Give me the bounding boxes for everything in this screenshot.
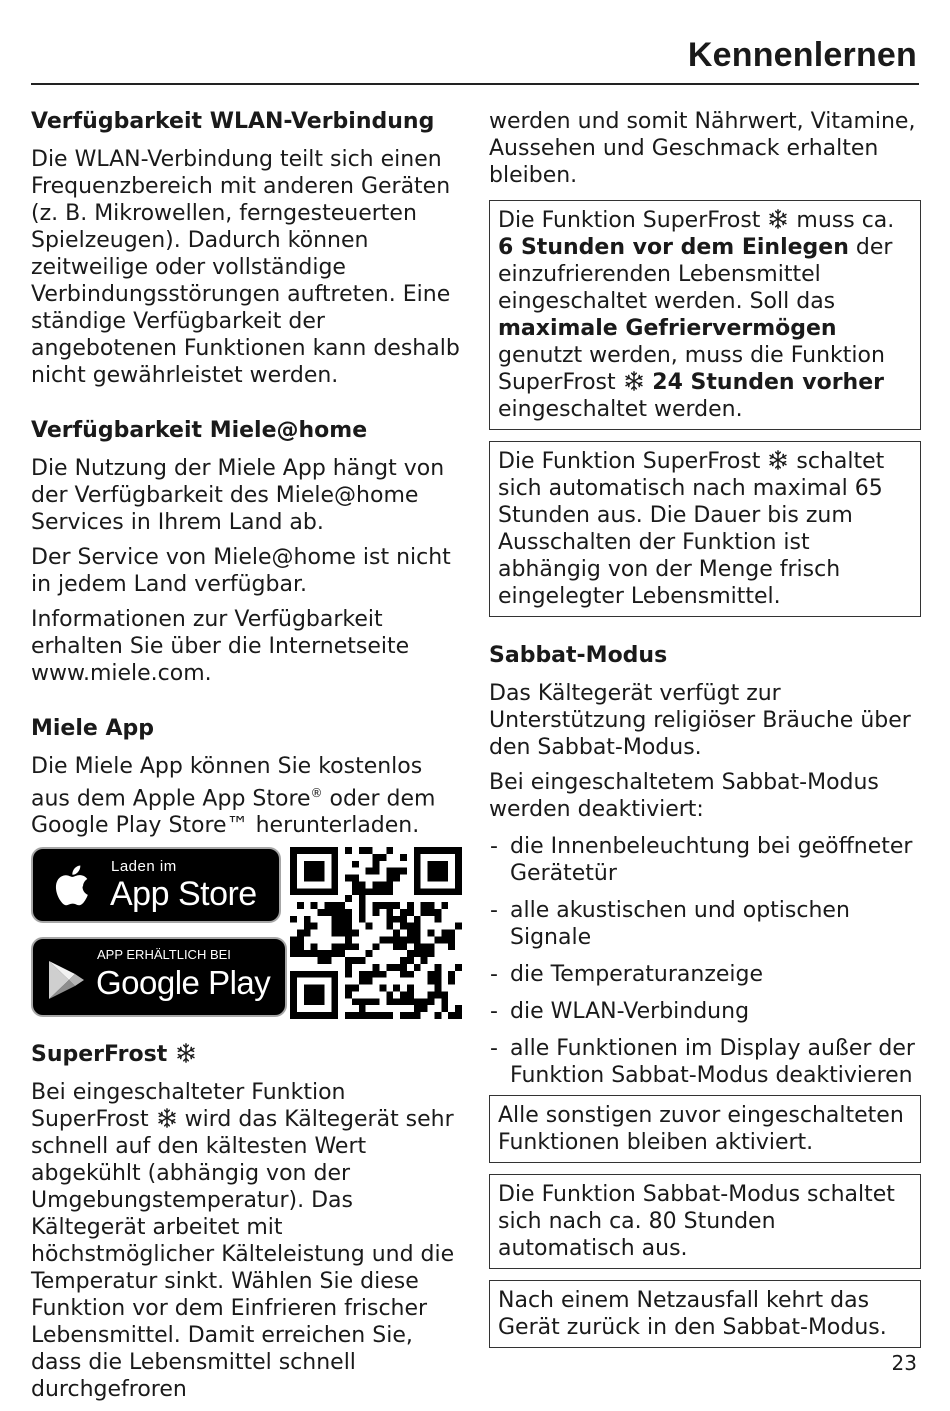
snowflake-icon bbox=[175, 1042, 197, 1064]
right-column bbox=[489, 108, 921, 1359]
heading-sabbat: Sabbat-Modus bbox=[489, 643, 668, 668]
app-store-small-label: Laden im bbox=[111, 858, 177, 876]
note-box-sabbat-power-failure: Nach einem Netzausfall kehrt das Gerät zurück in den Sabbat-Modus. bbox=[489, 1280, 921, 1348]
list-item: - alle akustischen und optischen Signale bbox=[490, 898, 850, 950]
home-paragraph-3: Informationen zur Verfügbarkeit erhalten Sie über die Internetseite www.miele.com. bbox=[31, 607, 410, 686]
list-item: - die Temperaturanzeige bbox=[490, 962, 764, 987]
google-play-badge[interactable] bbox=[31, 937, 287, 1017]
home-paragraph-2: Der Service von Miele@home ist nicht in jedem Land verfügbar. bbox=[31, 545, 451, 597]
left-column bbox=[31, 108, 463, 1411]
page-number: 23 bbox=[891, 1351, 917, 1375]
home-paragraph-1: Die Nutzung der Miele App hängt von der Verfügbarkeit des Miele@home Services in Ihrem Land ab. bbox=[31, 456, 445, 535]
app-store-big-label: App Store bbox=[110, 875, 257, 914]
note-box-superfrost-auto-off: Die Funktion SuperFrost schaltet sich automatisch nach maximal 65 Stunden aus. Die Dauer bis zum Ausschalten der Funktion ist abhängig von der Menge frisch eingelegter Lebensmittel. bbox=[489, 441, 921, 617]
list-item: - die WLAN-Verbindung bbox=[490, 999, 750, 1024]
list-item: - die Innenbeleuchtung bei geöffneter Gerätetür bbox=[490, 834, 913, 886]
heading-miele-home: Verfügbarkeit Miele@home bbox=[31, 418, 368, 443]
snowflake-icon bbox=[767, 208, 789, 230]
sabbat-paragraph-2: Bei eingeschaltetem Sabbat-Modus werden deaktiviert: bbox=[489, 770, 879, 822]
page-header-title: Kennenlernen bbox=[687, 36, 917, 74]
wlan-paragraph: Die WLAN-Verbindung teilt sich einen Frequenzbereich mit anderen Geräten (z. B. Mikrowellen, ferngesteuerten Spielzeugen). Dadurch können zeitweilige oder vollständige Verbindungsstörungen auftreten. Eine ständige Verfügbarkeit der angebotenen Funktionen kann deshalb nicht gewährleistet werden. bbox=[31, 147, 460, 388]
google-play-icon bbox=[47, 959, 87, 1001]
note-box-sabbat-auto-off: Die Funktion Sabbat-Modus schaltet sich nach ca. 80 Stunden automatisch aus. bbox=[489, 1174, 921, 1269]
sabbat-deactivated-list bbox=[489, 833, 921, 1089]
header-divider bbox=[31, 83, 919, 85]
qr-code[interactable] bbox=[290, 847, 462, 1019]
heading-superfrost: SuperFrost bbox=[31, 1041, 463, 1069]
note-box-superfrost-timing: Die Funktion SuperFrost muss ca. 6 Stunden vor dem Einlegen der einzufrierenden Lebensmittel eingeschaltet werden. Soll das maximale Gefriervermögen genutzt werden, muss die Funktion SuperFrost 24 Stunden vorher eingeschaltet werden. bbox=[489, 200, 921, 430]
list-item: - alle Funktionen im Display außer der Funktion Sabbat-Modus deaktivieren bbox=[490, 1036, 915, 1088]
google-play-small-label: APP ERHÄLTLICH BEI bbox=[97, 947, 231, 963]
sabbat-paragraph-1: Das Kältegerät verfügt zur Unterstützung religiöser Bräuche über den Sabbat-Modus. bbox=[489, 681, 911, 760]
snowflake-icon bbox=[623, 370, 645, 392]
snowflake-icon bbox=[156, 1107, 178, 1129]
superfrost-continued: werden und somit Nährwert, Vitamine, Aussehen und Geschmack erhalten bleiben. bbox=[489, 109, 916, 188]
google-play-big-label: Google Play bbox=[96, 964, 271, 1002]
app-paragraph: Die Miele App können Sie kostenlos aus dem Apple App Store® oder dem Google Play Store™ herunterladen. bbox=[31, 754, 436, 839]
superfrost-paragraph: Bei eingeschalteter Funktion SuperFrost wird das Kältegerät sehr schnell auf den kältesten Wert abgekühlt (abhängig von der Umgebungstemperatur). Das Kältegerät arbeitet mit höchstmöglicher Kälteleistung und die Temperatur sinkt. Wählen Sie diese Funktion vor dem Einfrieren frischer Lebensmittel. Damit erreichen Sie, dass die Lebensmittel schnell durchgefroren bbox=[31, 1080, 455, 1403]
app-store-badge[interactable] bbox=[31, 847, 281, 923]
store-badges bbox=[31, 847, 463, 1025]
note-box-sabbat-other-functions: Alle sonstigen zuvor eingeschalteten Funktionen bleiben aktiviert. bbox=[489, 1095, 921, 1163]
apple-icon bbox=[53, 861, 97, 909]
heading-miele-app: Miele App bbox=[31, 716, 154, 741]
snowflake-icon bbox=[767, 449, 789, 471]
heading-wlan: Verfügbarkeit WLAN-Verbindung bbox=[31, 109, 435, 134]
